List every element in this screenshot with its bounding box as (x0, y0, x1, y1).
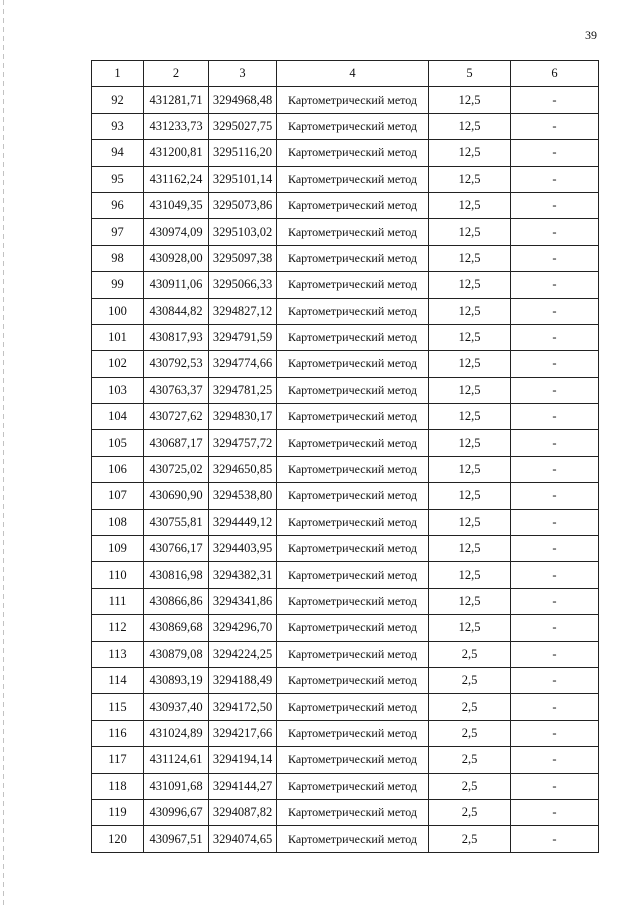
y-coordinate-cell: 3294341,86 (209, 588, 277, 614)
point-number-cell: 99 (92, 272, 144, 298)
point-number-cell: 120 (92, 826, 144, 852)
note-cell: - (511, 641, 599, 667)
note-cell: - (511, 404, 599, 430)
method-cell: Картометрический метод (277, 351, 429, 377)
point-number-cell: 107 (92, 483, 144, 509)
note-cell: - (511, 826, 599, 852)
x-coordinate-cell: 430755,81 (144, 509, 209, 535)
x-coordinate-cell: 431281,71 (144, 87, 209, 113)
method-cell: Картометрический метод (277, 166, 429, 192)
accuracy-cell: 12,5 (429, 87, 511, 113)
accuracy-cell: 12,5 (429, 245, 511, 271)
point-number-cell: 117 (92, 747, 144, 773)
table-row (92, 272, 599, 298)
table-row (92, 298, 599, 324)
table-row (92, 140, 599, 166)
method-cell: Картометрический метод (277, 747, 429, 773)
table-row (92, 113, 599, 139)
method-cell: Картометрический метод (277, 588, 429, 614)
method-cell: Картометрический метод (277, 456, 429, 482)
note-cell: - (511, 667, 599, 693)
y-coordinate-cell: 3294144,27 (209, 773, 277, 799)
point-number-cell: 102 (92, 351, 144, 377)
method-cell: Картометрический метод (277, 826, 429, 852)
accuracy-cell: 12,5 (429, 615, 511, 641)
note-cell: - (511, 456, 599, 482)
accuracy-cell: 12,5 (429, 324, 511, 350)
x-coordinate-cell: 431024,89 (144, 720, 209, 746)
note-cell: - (511, 192, 599, 218)
accuracy-cell: 12,5 (429, 192, 511, 218)
y-coordinate-cell: 3294188,49 (209, 667, 277, 693)
y-coordinate-cell: 3294827,12 (209, 298, 277, 324)
method-cell: Картометрический метод (277, 799, 429, 825)
point-number-cell: 108 (92, 509, 144, 535)
method-cell: Картометрический метод (277, 245, 429, 271)
point-number-cell: 95 (92, 166, 144, 192)
point-number-cell: 97 (92, 219, 144, 245)
method-cell: Картометрический метод (277, 219, 429, 245)
accuracy-cell: 2,5 (429, 641, 511, 667)
y-coordinate-cell: 3295116,20 (209, 140, 277, 166)
y-coordinate-cell: 3294074,65 (209, 826, 277, 852)
method-cell: Картометрический метод (277, 667, 429, 693)
note-cell: - (511, 509, 599, 535)
column-header-2: 2 (144, 61, 209, 87)
x-coordinate-cell: 430996,67 (144, 799, 209, 825)
accuracy-cell: 12,5 (429, 536, 511, 562)
table-row (92, 562, 599, 588)
x-coordinate-cell: 430817,93 (144, 324, 209, 350)
x-coordinate-cell: 430937,40 (144, 694, 209, 720)
x-coordinate-cell: 430911,06 (144, 272, 209, 298)
x-coordinate-cell: 430763,37 (144, 377, 209, 403)
method-cell: Картометрический метод (277, 298, 429, 324)
coordinates-table (91, 60, 599, 853)
accuracy-cell: 12,5 (429, 377, 511, 403)
y-coordinate-cell: 3294791,59 (209, 324, 277, 350)
point-number-cell: 103 (92, 377, 144, 403)
method-cell: Картометрический метод (277, 641, 429, 667)
accuracy-cell: 12,5 (429, 456, 511, 482)
accuracy-cell: 12,5 (429, 219, 511, 245)
note-cell: - (511, 140, 599, 166)
x-coordinate-cell: 431124,61 (144, 747, 209, 773)
table-header (92, 61, 599, 87)
y-coordinate-cell: 3294296,70 (209, 615, 277, 641)
y-coordinate-cell: 3295027,75 (209, 113, 277, 139)
x-coordinate-cell: 430690,90 (144, 483, 209, 509)
x-coordinate-cell: 430727,62 (144, 404, 209, 430)
method-cell: Картометрический метод (277, 404, 429, 430)
method-cell: Картометрический метод (277, 324, 429, 350)
method-cell: Картометрический метод (277, 87, 429, 113)
x-coordinate-cell: 430792,53 (144, 351, 209, 377)
note-cell: - (511, 272, 599, 298)
table-row (92, 219, 599, 245)
table-body (92, 87, 599, 852)
x-coordinate-cell: 430766,17 (144, 536, 209, 562)
accuracy-cell: 2,5 (429, 826, 511, 852)
table-row (92, 826, 599, 852)
x-coordinate-cell: 430893,19 (144, 667, 209, 693)
table-row (92, 720, 599, 746)
accuracy-cell: 2,5 (429, 773, 511, 799)
point-number-cell: 109 (92, 536, 144, 562)
note-cell: - (511, 87, 599, 113)
table-row (92, 588, 599, 614)
note-cell: - (511, 324, 599, 350)
y-coordinate-cell: 3294781,25 (209, 377, 277, 403)
point-number-cell: 98 (92, 245, 144, 271)
point-number-cell: 94 (92, 140, 144, 166)
note-cell: - (511, 536, 599, 562)
accuracy-cell: 12,5 (429, 113, 511, 139)
note-cell: - (511, 298, 599, 324)
method-cell: Картометрический метод (277, 377, 429, 403)
accuracy-cell: 12,5 (429, 430, 511, 456)
accuracy-cell: 12,5 (429, 509, 511, 535)
accuracy-cell: 12,5 (429, 588, 511, 614)
y-coordinate-cell: 3295097,38 (209, 245, 277, 271)
x-coordinate-cell: 430974,09 (144, 219, 209, 245)
x-coordinate-cell: 431162,24 (144, 166, 209, 192)
note-cell: - (511, 113, 599, 139)
note-cell: - (511, 773, 599, 799)
accuracy-cell: 12,5 (429, 351, 511, 377)
point-number-cell: 113 (92, 641, 144, 667)
note-cell: - (511, 351, 599, 377)
table-row (92, 509, 599, 535)
column-header-3: 3 (209, 61, 277, 87)
table-row (92, 641, 599, 667)
note-cell: - (511, 166, 599, 192)
y-coordinate-cell: 3294194,14 (209, 747, 277, 773)
y-coordinate-cell: 3294757,72 (209, 430, 277, 456)
note-cell: - (511, 483, 599, 509)
y-coordinate-cell: 3294087,82 (209, 799, 277, 825)
table-row (92, 483, 599, 509)
x-coordinate-cell: 430879,08 (144, 641, 209, 667)
method-cell: Картометрический метод (277, 272, 429, 298)
method-cell: Картометрический метод (277, 562, 429, 588)
y-coordinate-cell: 3294774,66 (209, 351, 277, 377)
note-cell: - (511, 377, 599, 403)
column-header-1: 1 (92, 61, 144, 87)
table-row (92, 694, 599, 720)
table-row (92, 192, 599, 218)
y-coordinate-cell: 3295066,33 (209, 272, 277, 298)
accuracy-cell: 2,5 (429, 747, 511, 773)
y-coordinate-cell: 3294382,31 (209, 562, 277, 588)
table-row (92, 536, 599, 562)
header-row (92, 61, 599, 87)
table-row (92, 747, 599, 773)
point-number-cell: 96 (92, 192, 144, 218)
accuracy-cell: 2,5 (429, 667, 511, 693)
point-number-cell: 106 (92, 456, 144, 482)
method-cell: Картометрический метод (277, 773, 429, 799)
method-cell: Картометрический метод (277, 430, 429, 456)
point-number-cell: 105 (92, 430, 144, 456)
column-header-4: 4 (277, 61, 429, 87)
note-cell: - (511, 245, 599, 271)
y-coordinate-cell: 3295101,14 (209, 166, 277, 192)
method-cell: Картометрический метод (277, 720, 429, 746)
method-cell: Картометрический метод (277, 694, 429, 720)
y-coordinate-cell: 3294449,12 (209, 509, 277, 535)
point-number-cell: 92 (92, 87, 144, 113)
point-number-cell: 118 (92, 773, 144, 799)
note-cell: - (511, 615, 599, 641)
x-coordinate-cell: 431049,35 (144, 192, 209, 218)
table-row (92, 166, 599, 192)
y-coordinate-cell: 3294224,25 (209, 641, 277, 667)
note-cell: - (511, 747, 599, 773)
y-coordinate-cell: 3294172,50 (209, 694, 277, 720)
page-number: 39 (585, 28, 597, 42)
table-row (92, 245, 599, 271)
point-number-cell: 100 (92, 298, 144, 324)
point-number-cell: 101 (92, 324, 144, 350)
point-number-cell: 111 (92, 588, 144, 614)
accuracy-cell: 12,5 (429, 272, 511, 298)
x-coordinate-cell: 430928,00 (144, 245, 209, 271)
method-cell: Картометрический метод (277, 113, 429, 139)
point-number-cell: 116 (92, 720, 144, 746)
note-cell: - (511, 588, 599, 614)
accuracy-cell: 12,5 (429, 404, 511, 430)
accuracy-cell: 12,5 (429, 298, 511, 324)
table-row (92, 351, 599, 377)
table-row (92, 615, 599, 641)
scan-edge-artifact (3, 0, 4, 905)
accuracy-cell: 12,5 (429, 562, 511, 588)
y-coordinate-cell: 3294217,66 (209, 720, 277, 746)
table-row (92, 667, 599, 693)
table-row (92, 404, 599, 430)
y-coordinate-cell: 3294538,80 (209, 483, 277, 509)
table-row (92, 773, 599, 799)
x-coordinate-cell: 430816,98 (144, 562, 209, 588)
accuracy-cell: 2,5 (429, 799, 511, 825)
method-cell: Картометрический метод (277, 192, 429, 218)
y-coordinate-cell: 3294830,17 (209, 404, 277, 430)
method-cell: Картометрический метод (277, 140, 429, 166)
accuracy-cell: 2,5 (429, 720, 511, 746)
note-cell: - (511, 430, 599, 456)
table-row (92, 456, 599, 482)
table-row (92, 377, 599, 403)
table-row (92, 324, 599, 350)
point-number-cell: 112 (92, 615, 144, 641)
note-cell: - (511, 562, 599, 588)
x-coordinate-cell: 430725,02 (144, 456, 209, 482)
column-header-5: 5 (429, 61, 511, 87)
y-coordinate-cell: 3295103,02 (209, 219, 277, 245)
table-row (92, 799, 599, 825)
x-coordinate-cell: 431200,81 (144, 140, 209, 166)
note-cell: - (511, 799, 599, 825)
method-cell: Картометрический метод (277, 615, 429, 641)
column-header-6: 6 (511, 61, 599, 87)
note-cell: - (511, 219, 599, 245)
accuracy-cell: 12,5 (429, 140, 511, 166)
point-number-cell: 104 (92, 404, 144, 430)
x-coordinate-cell: 430687,17 (144, 430, 209, 456)
accuracy-cell: 2,5 (429, 694, 511, 720)
y-coordinate-cell: 3294403,95 (209, 536, 277, 562)
accuracy-cell: 12,5 (429, 483, 511, 509)
x-coordinate-cell: 430866,86 (144, 588, 209, 614)
point-number-cell: 115 (92, 694, 144, 720)
x-coordinate-cell: 430967,51 (144, 826, 209, 852)
point-number-cell: 114 (92, 667, 144, 693)
y-coordinate-cell: 3294650,85 (209, 456, 277, 482)
point-number-cell: 110 (92, 562, 144, 588)
x-coordinate-cell: 431091,68 (144, 773, 209, 799)
point-number-cell: 119 (92, 799, 144, 825)
y-coordinate-cell: 3295073,86 (209, 192, 277, 218)
table-row (92, 87, 599, 113)
y-coordinate-cell: 3294968,48 (209, 87, 277, 113)
table-row (92, 430, 599, 456)
method-cell: Картометрический метод (277, 509, 429, 535)
point-number-cell: 93 (92, 113, 144, 139)
x-coordinate-cell: 430869,68 (144, 615, 209, 641)
x-coordinate-cell: 431233,73 (144, 113, 209, 139)
accuracy-cell: 12,5 (429, 166, 511, 192)
x-coordinate-cell: 430844,82 (144, 298, 209, 324)
method-cell: Картометрический метод (277, 483, 429, 509)
note-cell: - (511, 694, 599, 720)
method-cell: Картометрический метод (277, 536, 429, 562)
note-cell: - (511, 720, 599, 746)
